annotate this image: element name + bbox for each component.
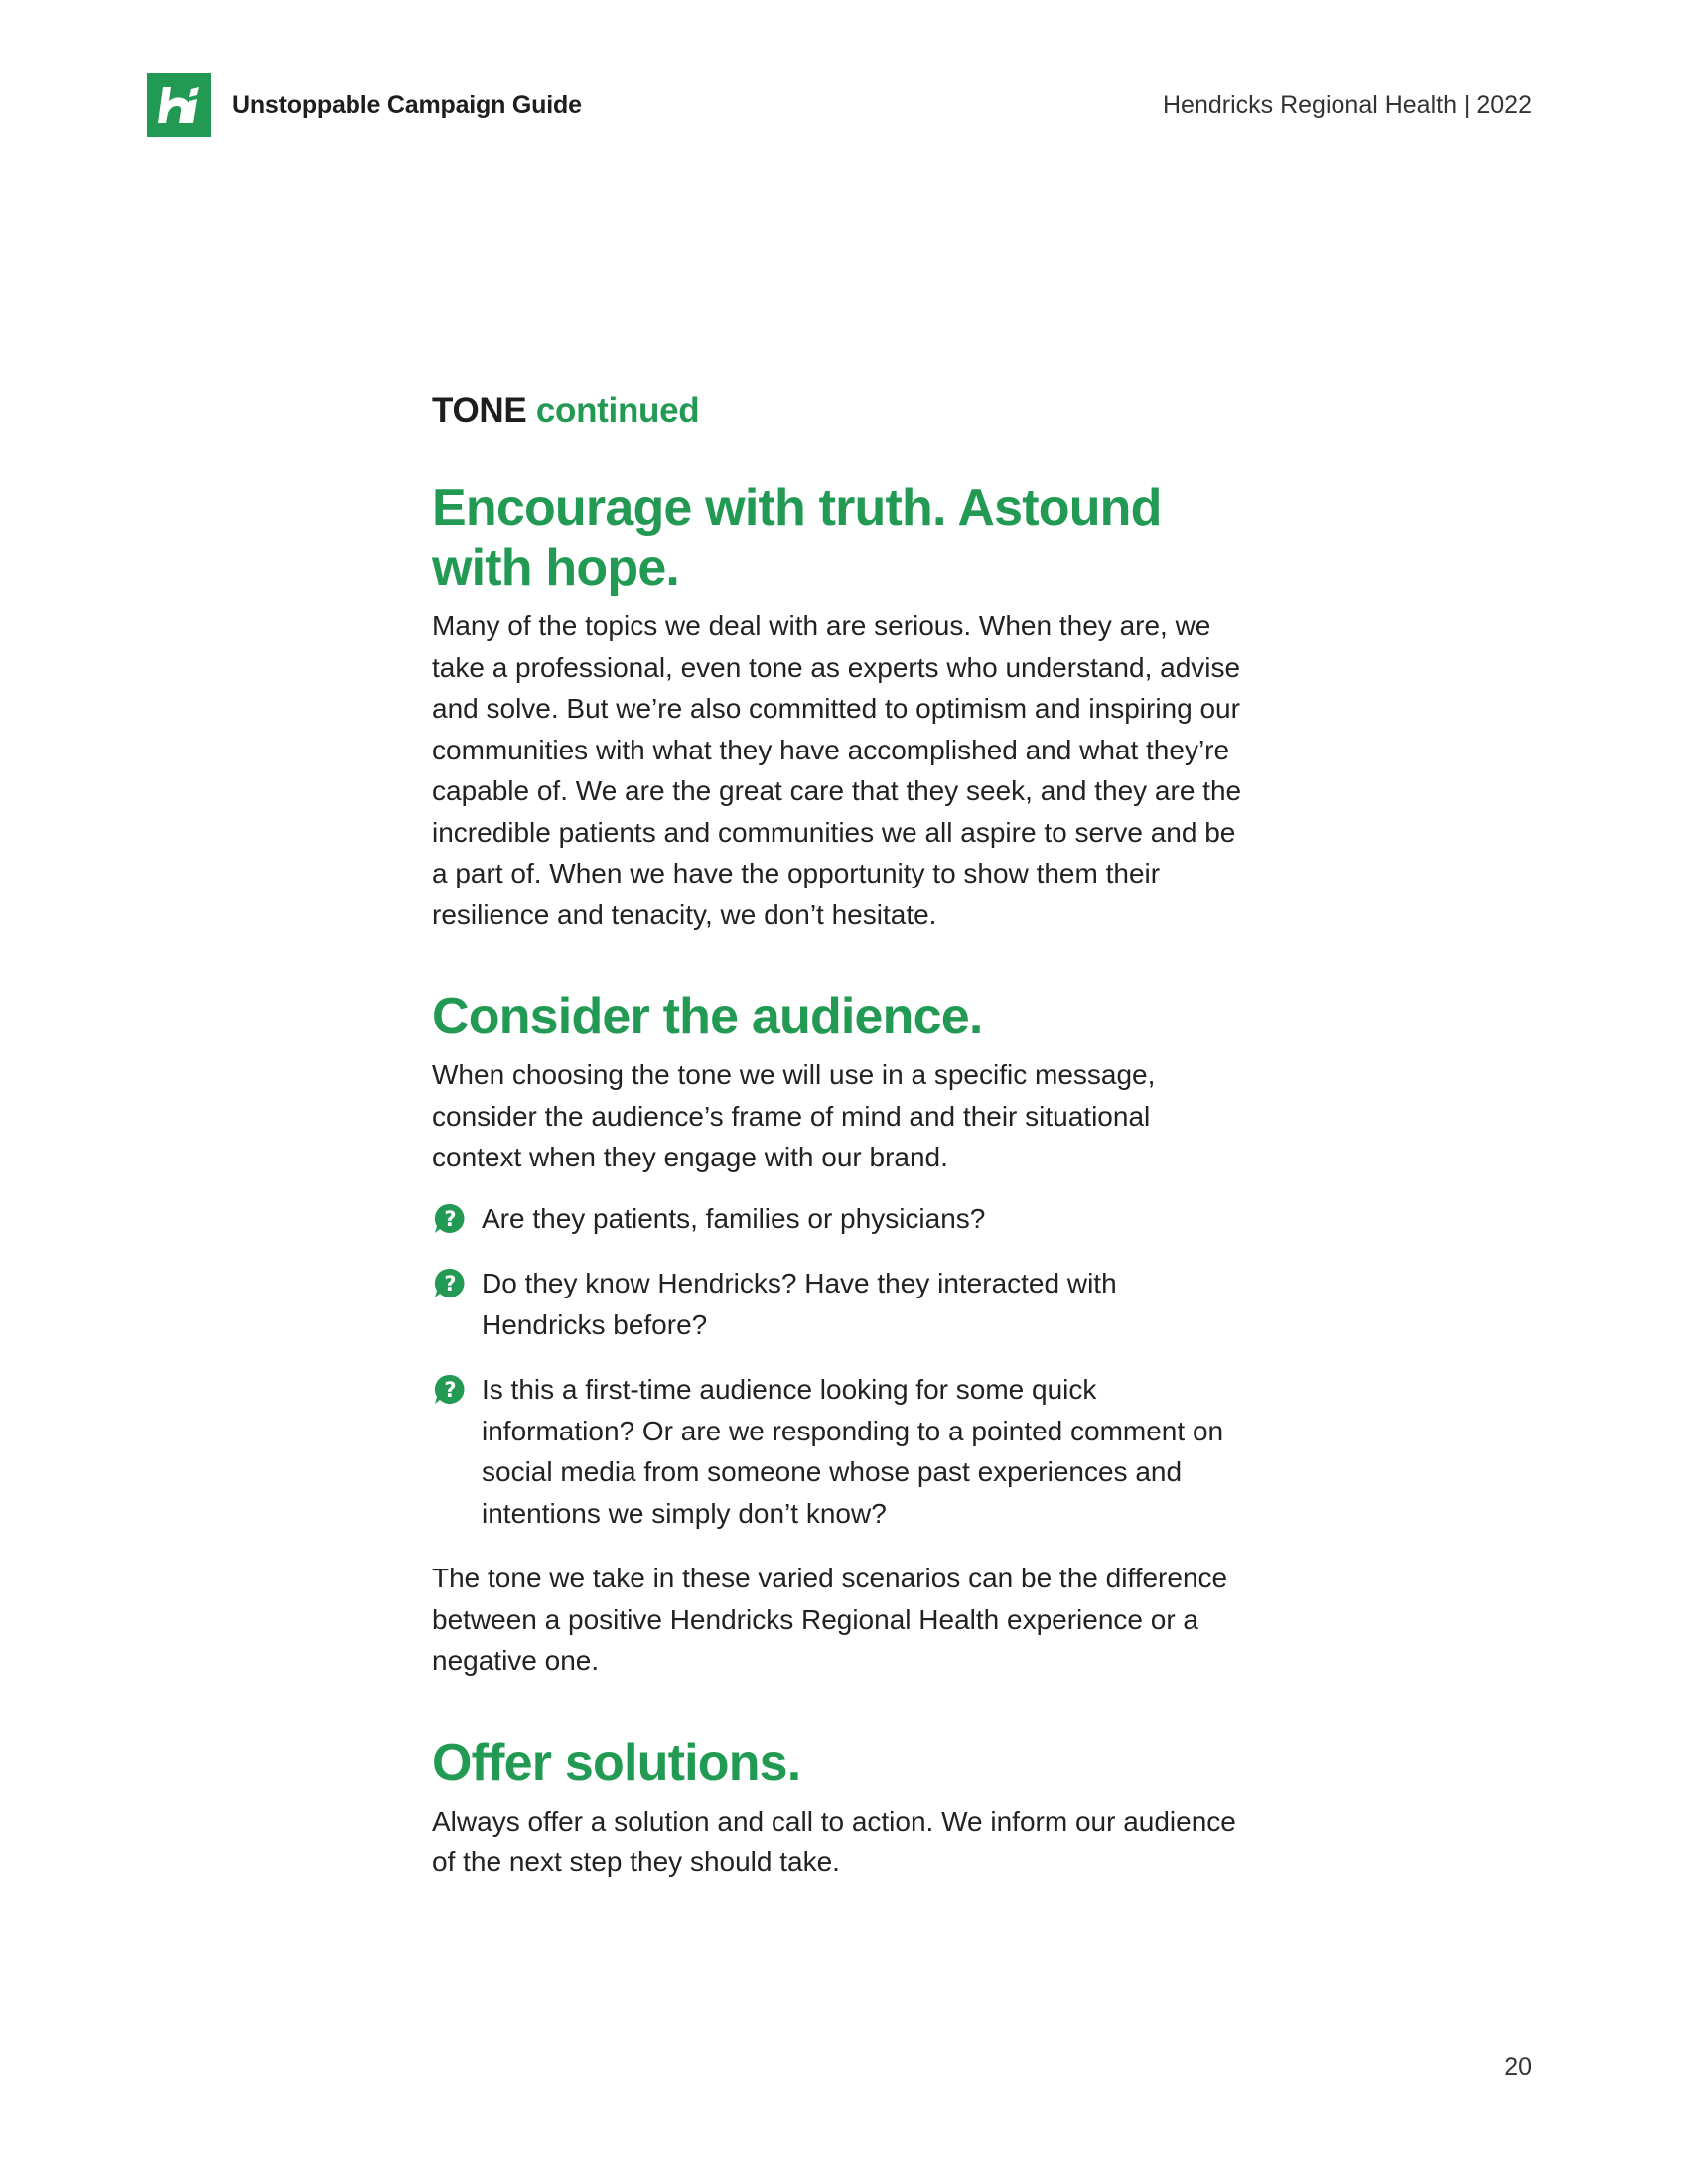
page-number: 20 — [1504, 2053, 1532, 2081]
section-label-sub: continued — [535, 391, 700, 430]
audience-questions-list — [432, 1198, 1246, 1535]
main-content — [432, 389, 1246, 1883]
hendricks-logo-icon — [147, 73, 211, 137]
section-label-main: TONE — [432, 391, 527, 430]
list-item — [432, 1369, 1246, 1534]
heading-offer-solutions: Offer solutions. — [432, 1733, 801, 1792]
question-bubble-icon — [434, 1267, 467, 1299]
question-text: Do they know Hendricks? Have they interacted with Hendricks before? — [482, 1268, 1117, 1340]
question-bubble-icon — [434, 1373, 467, 1406]
question-bubble-icon — [434, 1202, 467, 1235]
list-item — [432, 1198, 1246, 1240]
paragraph-consider-intro: When choosing the tone we will use in a specific message, consider the audience’s frame of mind and their situational context when they engage with our brand. — [432, 1059, 1156, 1172]
question-text: Are they patients, families or physicians? — [482, 1202, 986, 1234]
heading-encourage: Encourage with truth. Astound with hope. — [432, 479, 1162, 597]
document-title: Unstoppable Campaign Guide — [232, 91, 582, 119]
organization-year: Hendricks Regional Health | 2022 — [1163, 91, 1532, 119]
list-item — [432, 1263, 1246, 1345]
svg-text:?: ? — [444, 1272, 457, 1296]
section-label — [432, 389, 1246, 433]
question-text: Is this a first-time audience looking for some quick information? Or are we responding to a pointed comment on social media from someone whose past experiences and intentions we simply don’t know? — [482, 1374, 1224, 1529]
svg-text:?: ? — [444, 1378, 457, 1402]
heading-consider-audience: Consider the audience. — [432, 988, 983, 1045]
paragraph-consider-closing: The tone we take in these varied scenarios can be the difference between a positive Hendricks Regional Health experience or a negative one. — [432, 1563, 1228, 1676]
paragraph-encourage: Many of the topics we deal with are serious. When they are, we take a professional, even tone as experts who understand, advise and solve. But we’re also committed to optimism and inspiring our communities with what they have accomplished and what they’re capable of. We are the great care that they seek, and they are the incredible patients and communities we all aspire to serve and be a part of. When we have the opportunity to show them their resilience and tenacity, we don’t hesitate. — [432, 611, 1242, 930]
paragraph-offer: Always offer a solution and call to action. We inform our audience of the next step they should take. — [432, 1805, 1236, 1877]
svg-text:?: ? — [444, 1206, 457, 1231]
